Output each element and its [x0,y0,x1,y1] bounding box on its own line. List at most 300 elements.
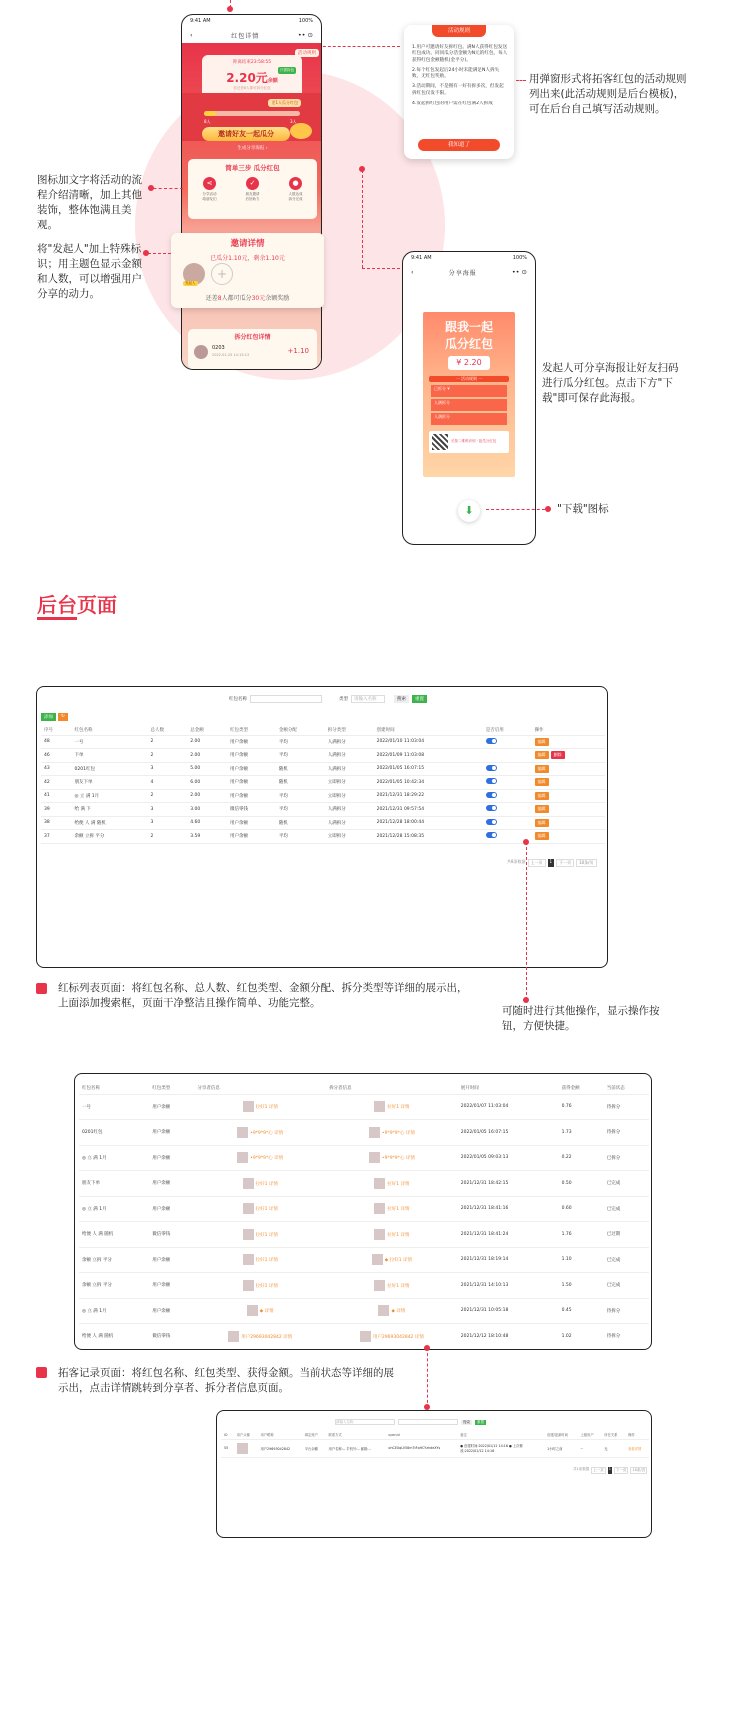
amount-hint: 你还差8人即可拆分红包 [233,86,271,90]
table-cell: 2021/12/31 18:41:24 [458,1222,559,1248]
status-battery: 100% [512,255,527,261]
table-cell: 一号 [72,735,148,749]
column-header: 拆分类型 [325,725,374,735]
nav-bar [182,27,321,43]
connector [516,80,526,81]
table-cell: 用户余额 [227,735,276,749]
rule-item: 2.每个红包发起后24小时未能满足N人拆失败，无红包奖励。 [412,67,500,80]
table-cell: 2 [148,830,188,844]
table-cell: 1.10 [559,1247,604,1273]
table-cell [194,1324,326,1350]
phone-redpacket-detail [181,14,322,370]
table-cell: 2022/01/05 16:07:15 [374,762,483,776]
table-cell: 已完成 [604,1171,649,1197]
table-cell: 下单 [72,749,148,763]
column-header: 当前状态 [604,1082,649,1094]
search-bar [229,695,427,703]
badge-top: 只需拆包 [280,68,294,72]
detail-link[interactable]: ◆ 详情 [391,1309,406,1315]
connector-dot [424,1345,430,1351]
table-cell: 人满拆分 [325,816,374,830]
refresh-icon[interactable]: ↻ [58,713,68,721]
user-avatar [243,1254,254,1265]
table-cell: 4.60 [187,816,227,830]
pager-total: 共8条数据 [507,859,526,864]
status-time: 9:41 AM [411,255,432,261]
table-cell: 用户余额 [227,776,276,790]
invite-summary: 已瓜分1.10元，剩余1.10元 [210,255,285,262]
note-tag-icon [36,983,47,994]
table-cell: ◎ 立 满 1月 [79,1196,149,1222]
pager-size[interactable]: 10条/页 [632,1468,646,1472]
table-cell: 0.45 [559,1298,604,1324]
table-cell [194,1273,326,1299]
table-cell: 立即拆分 [325,776,374,790]
table-cell: 0201红包 [79,1120,149,1146]
detail-link[interactable]: 拉好1 详情 [255,1232,278,1238]
enable-cell [483,735,532,749]
table-cell: 人满拆分 [325,803,374,817]
user-avatar [237,1127,248,1138]
column-header: 创建/更新时间 [544,1431,577,1439]
user-avatar [243,1178,254,1189]
detail-link[interactable]: 用户29693042842 详情 [372,1334,424,1340]
edit-button[interactable]: 编辑 [535,792,549,800]
countdown: 距离结束23:58:55 [232,60,272,65]
redpacket-table [41,725,605,844]
table-cell: 立即拆分 [325,789,374,803]
table-row [41,749,605,763]
add-icon[interactable]: + [211,263,233,285]
user-icon: ● [289,177,302,190]
user-avatar [247,1305,258,1316]
initiator-badge: 发起人 [185,281,196,285]
table-cell: 已完成 [604,1247,649,1273]
table-cell: 待拆分 [604,1298,649,1324]
column-header: 上级用户 [577,1431,601,1439]
enable-switch[interactable] [486,765,497,771]
table-cell: ◎ 立 满 1月 [72,789,148,803]
column-header: openid [385,1431,457,1439]
table-cell: 微信零钱 [149,1324,194,1350]
column-header: 是否启用 [483,725,532,735]
user-avatar [228,1331,239,1342]
section-title: 后台页面 [37,593,117,617]
foot-pre: 还差 [205,295,218,302]
search-label: 红包名称 [229,697,247,702]
table-cell: 平均 [276,830,325,844]
table-cell: 3.00 [187,803,227,817]
table-cell: 0.76 [559,1094,604,1120]
column-header: 所在关系 [601,1431,625,1439]
poster [423,312,515,477]
user-avatar [374,1229,385,1240]
table-cell: 已完成 [604,1273,649,1299]
detail-link[interactable]: 拉好1 详情 [255,1258,278,1264]
table-cell [194,1120,326,1146]
enable-switch[interactable] [486,792,497,798]
column-header: 红包名称 [79,1082,149,1094]
check-icon: ✓ [246,177,259,190]
user-avatar [374,1203,385,1214]
initiator-note: 将"发起人"加上特殊标识；用主题色显示金额和人数，可以增强用户分享的动力。 [37,243,142,300]
table-cell [194,1171,326,1197]
pager-page[interactable]: 1 [548,859,555,867]
phone-share-poster [402,251,536,545]
table-cell: 2.00 [187,789,227,803]
invite-foot [171,293,324,302]
column-header: 用户昵称 [257,1431,301,1439]
progress-left: 8人 [204,119,211,124]
table-cell [326,1145,458,1171]
table-row [79,1273,649,1299]
poster-row: 人满拆分 [431,399,507,411]
search-bar [335,1419,486,1425]
reset-button[interactable]: 重置 [412,695,427,703]
table-cell: 平台余额 [302,1439,326,1457]
split-amount: +1.10 [287,347,309,355]
table-cell: 2021/12/31 09:57:54 [374,803,483,817]
table-cell: 随机 [276,816,325,830]
ok-button[interactable]: 我知道了 [418,139,500,151]
column-header: 创建时间 [374,725,483,735]
poster-line2: 瓜分红包 [444,337,493,351]
connector-dot [227,6,233,12]
poster-amount: ¥ 2.20 [448,356,490,370]
type-input[interactable]: 请输入名称 [351,695,385,703]
admin-share-records [74,1073,652,1350]
poster-row: 人满拆分 [431,413,507,425]
ops-cell [532,789,605,803]
table-cell: 2.00 [187,749,227,763]
invite-button[interactable]: 邀请好友一起瓜分 [202,127,290,141]
date-input[interactable] [398,1419,458,1425]
table-cell: 0.22 [559,1145,604,1171]
pager [507,859,597,867]
table-row [41,816,605,830]
table-cell [194,1094,326,1120]
table-cell [326,1171,458,1197]
table-cell [326,1196,458,1222]
table-cell: 给便 人 满 随机 [72,816,148,830]
back-icon[interactable]: ‹ [190,31,193,39]
connector [526,842,527,1000]
table-cell [194,1145,326,1171]
name-input[interactable] [250,695,322,703]
table-cell: 3 [148,762,188,776]
poster-note: 发起人可分享海报让好友扫码进行瓜分红包。点击下方"下载"即可保存此海报。 [542,362,679,404]
edit-button[interactable]: 编辑 [535,738,549,746]
table-cell: 2021/12/31 18:41:16 [458,1196,559,1222]
table-cell: ohCEXqLV58m7tFoHCYzhdeXYs [385,1439,457,1457]
table-cell: 6.00 [187,776,227,790]
connector-dot [315,43,321,49]
table-cell: 人满拆分 [325,762,374,776]
reset-button[interactable]: 重置 [477,1419,484,1424]
table-cell: 2.00 [187,735,227,749]
connector [362,170,363,268]
table-cell: 用户余额 [227,816,276,830]
connector-dot [545,506,551,512]
split-time: 2022-01-25 14:15:13 [212,353,250,357]
table-cell [194,1247,326,1273]
table-cell: 朋友下单 [79,1171,149,1197]
status-battery: 100% [298,18,313,24]
detail-link[interactable]: ◆ 拉好1 详情 [384,1258,412,1264]
pager [573,1467,647,1474]
poster-qr-area [429,431,509,453]
rule-item: 4.发起拆红包的用户需在红包满2人拆成 [412,101,493,107]
detail-link[interactable]: 拉好1 详情 [387,1207,410,1213]
status-bar [182,15,321,27]
table-cell: 用户余额 [149,1120,194,1146]
table-row [41,789,605,803]
enable-cell [483,762,532,776]
table-cell: 55 [221,1439,234,1457]
download-label: "下载"图标 [557,503,609,515]
table-cell [326,1120,458,1146]
table-cell: 一号 [79,1094,149,1120]
detail-link[interactable]: •9*9*9*心 详情 [250,1156,284,1162]
table-cell: 给便 人 满 随机 [79,1324,149,1350]
column-header: ID [221,1431,234,1439]
progress-right: 3人 [290,119,297,124]
table-cell: 2021/12/28 15:08:35 [374,830,483,844]
note-tag-icon [36,1367,47,1378]
table-cell: 3.59 [187,830,227,844]
table-cell: 用户余额 [149,1171,194,1197]
modal-note: 用弹窗形式将拓客红包的活动规则列出来(此活动规则是后台模板)，可在后台自己填写活动规则。 [529,73,687,115]
pager-prev[interactable]: 上一页 [593,1468,604,1472]
enable-switch[interactable] [486,832,497,838]
table-cell: 2 [148,749,188,763]
user-avatar [243,1101,254,1112]
search-input[interactable]: 请输入名称 [335,1419,395,1425]
user-avatar [243,1229,254,1240]
step-label: 人数达成 拆分完成 [288,192,303,201]
table-cell: 随机 [276,776,325,790]
table-cell: 人满拆分 [325,749,374,763]
table-cell: 1.73 [559,1120,604,1146]
edit-button[interactable]: 编辑 [535,751,549,759]
coins-decor [290,123,312,139]
table-cell: 2021/12/31 18:29:22 [374,789,483,803]
ops-cell [532,816,605,830]
rule-item: 3.活动期间，不是拥有一好有拆多次，但发起拆红包仅发不限。 [412,84,504,96]
table-cell [326,1324,458,1350]
detail-link[interactable]: 拉好1 详情 [387,1283,410,1289]
table-row [79,1247,649,1273]
edit-button[interactable]: 编辑 [535,778,549,786]
admin2-note: 拓客记录页面：将红包名称、红包类型、获得金额。当前状态等详细的展示出，点击详情跳转到分享者、拆分者信息页面。 [58,1367,394,1394]
edit-button[interactable]: 编辑 [535,819,549,827]
detail-link[interactable]: 拉好1 详情 [387,1181,410,1187]
delete-button[interactable]: 删除 [551,751,565,759]
edit-button[interactable]: 编辑 [535,805,549,813]
detail-link[interactable]: 拉好1 详情 [255,1105,278,1111]
table-cell [326,1273,458,1299]
table-cell [194,1298,326,1324]
user-avatar [237,1443,248,1454]
table-cell: 平均 [276,735,325,749]
table-cell: 2022/01/05 09:03:13 [458,1145,559,1171]
search-button[interactable]: 搜索 [394,695,409,703]
detail-link[interactable]: •9*9*9*心 详情 [381,1130,415,1136]
column-header: 红包名称 [72,725,148,735]
rules-list [412,45,508,107]
column-header: 备注 [457,1431,544,1439]
column-header: 分享者信息 [194,1082,326,1094]
table-cell: 2022/01/10 11:03:04 [374,735,483,749]
table-cell: 朋友下单 [72,776,148,790]
table-cell: 0.60 [559,1196,604,1222]
table-cell: 2022/01/05 10:42:34 [374,776,483,790]
connector [362,268,400,269]
red-background [182,43,322,370]
search-button[interactable]: 搜索 [463,1419,470,1424]
enable-switch[interactable] [486,778,497,784]
add-button[interactable]: 添加 [41,713,56,721]
foot-num: 8 [217,295,222,302]
table-cell: 用户余额 [227,749,276,763]
steps-card [188,159,317,219]
progress-tip: 差1人瓜分红包 [268,99,301,107]
table-cell: 1小时之前 [544,1439,577,1457]
column-header: 操作 [532,725,605,735]
enable-cell [483,803,532,817]
table-cell: 2021/12/28 18:00:44 [374,816,483,830]
column-header: 展开时间 [458,1082,559,1094]
column-header: 总金额 [187,725,227,735]
column-header: 绑定账户 [302,1431,326,1439]
table-row [41,830,605,844]
column-header: 联系方式 [326,1431,386,1439]
download-icon[interactable]: ⬇ [458,500,480,522]
enable-switch[interactable] [486,738,497,744]
detail-link[interactable]: •9*9*9*心 详情 [250,1130,284,1136]
table-cell: 余额 立拆 平分 [79,1273,149,1299]
connector [318,46,400,47]
table-cell: 用户余额 [149,1273,194,1299]
page-title: 分享海报 [448,269,477,277]
enable-switch[interactable] [486,805,497,811]
table-cell[interactable]: 查看详情 [625,1439,649,1457]
detail-link[interactable]: 拉好1 详情 [255,1207,278,1213]
table-cell [326,1247,458,1273]
edit-button[interactable]: 编辑 [535,832,549,840]
back-icon[interactable]: ‹ [411,268,414,276]
detail-link[interactable]: 拉好1 详情 [387,1105,410,1111]
table-row [41,803,605,817]
connector-dot [148,185,154,191]
pager-next[interactable]: 下一页 [615,1468,627,1472]
table-cell: 2022/01/09 11:03:08 [374,749,483,763]
user-avatar [360,1331,371,1342]
table-row [79,1094,649,1120]
table-cell: 平均 [276,789,325,803]
detail-link[interactable]: ◆ 详情 [259,1309,274,1315]
admin-user-detail [216,1410,652,1538]
column-header: 序号 [41,725,72,735]
table-cell: 2 [148,789,188,803]
enable-cell [483,776,532,790]
detail-link[interactable]: •9*9*9*心 详情 [381,1156,415,1162]
rules-tag[interactable]: 活动规则 [295,49,319,57]
edit-button[interactable]: 编辑 [535,765,549,773]
pager-prev[interactable]: 上一页 [528,859,546,867]
table-cell [326,1298,458,1324]
user-avatar [372,1254,383,1265]
table-cell: 平均 [276,749,325,763]
table-cell: 用户29693042842 [257,1439,301,1457]
pager-page[interactable]: 1 [608,1467,612,1474]
table-cell: 2021/12/31 18:42:15 [458,1171,559,1197]
page-title: 红包详情 [231,32,260,40]
ops-cell [532,735,605,749]
poster-link[interactable]: 生成分享海报 › [237,146,268,151]
table-row [41,776,605,790]
table-cell: ● 创建时间:2022/01/12 14:16 ● 上次修改:2022/01/12 14:16 [457,1439,544,1457]
user-avatar [374,1280,385,1291]
table-cell: 随机 [276,762,325,776]
avatar [194,345,208,359]
detail-link[interactable]: 拉好1 详情 [387,1232,410,1238]
table-cell: ◎ 立 满 1月 [79,1298,149,1324]
foot-amt: 30元 [251,295,266,302]
user-avatar [243,1203,254,1214]
column-header: 红包类型 [227,725,276,735]
nav-bar [403,264,535,280]
step-split [289,177,303,202]
detail-link[interactable]: 拉好1 详情 [255,1181,278,1187]
detail-link[interactable]: 拉好1 详情 [255,1283,278,1289]
table-cell: 2021/12/31 18:19:14 [458,1247,559,1273]
table-cell: 余额 立拆 平分 [72,830,148,844]
records-table [79,1082,649,1350]
pager-size[interactable]: 10条/页 [576,859,596,867]
table-cell: 43 [41,762,72,776]
more-icon[interactable]: •• ⊙ [511,268,527,276]
connector-dot [523,997,529,1003]
invite-title: 邀请详情 [230,239,265,249]
more-icon[interactable]: •• ⊙ [297,31,313,39]
table-cell: 4 [148,776,188,790]
table-cell: 用户余额 [149,1196,194,1222]
enable-switch[interactable] [486,819,497,825]
pager-next[interactable]: 下一页 [556,859,574,867]
table-cell: 39 [41,803,72,817]
table-cell: 1.76 [559,1222,604,1248]
table-row [41,762,605,776]
table-cell: 1.02 [559,1324,604,1350]
enable-cell [483,749,532,763]
detail-link[interactable]: 用户29693042842 详情 [241,1334,293,1340]
user-avatar [378,1305,389,1316]
user-table [221,1431,649,1458]
ops-cell [532,803,605,817]
qr-code-icon [432,434,448,450]
table-cell: 人满拆分 [325,735,374,749]
column-header: 红包类型 [149,1082,194,1094]
table-cell: 2021/12/31 10:05:18 [458,1298,559,1324]
table-cell: 给 满 下 [72,803,148,817]
table-cell: 微信零钱 [149,1222,194,1248]
table-cell [234,1439,258,1457]
table-cell: 用户余额 [149,1298,194,1324]
table-cell: 48 [41,735,72,749]
table-cell: 给便 人 满 随机 [79,1222,149,1248]
table-row [79,1222,649,1248]
